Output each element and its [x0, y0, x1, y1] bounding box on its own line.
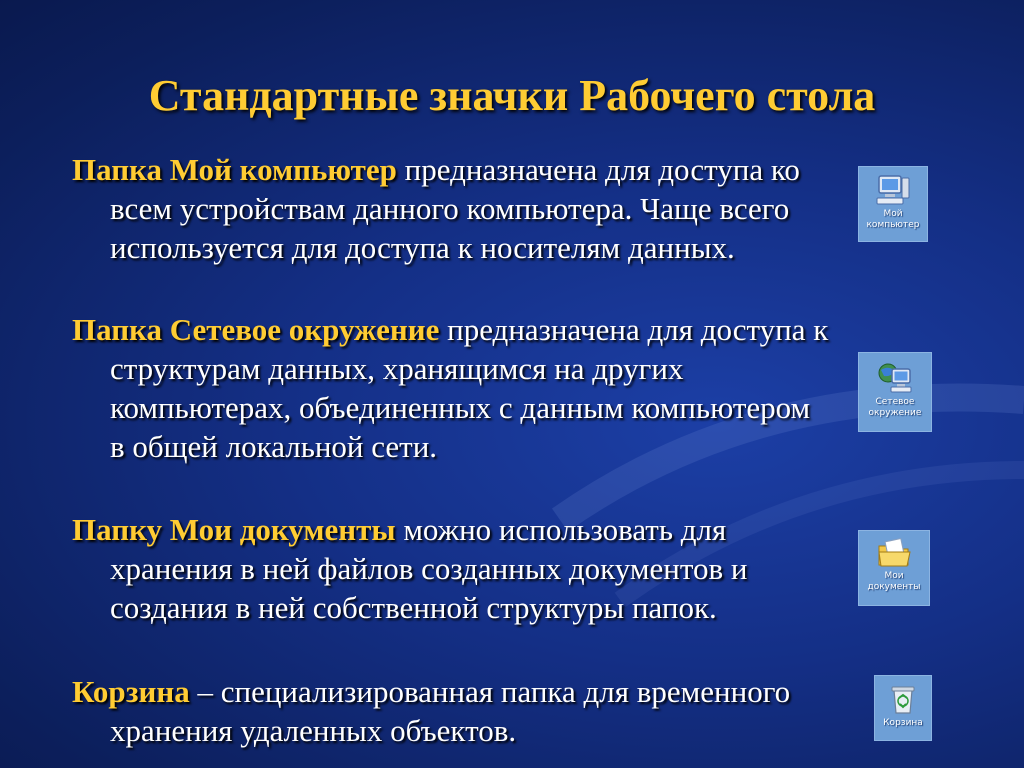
- slide-title: Стандартные значки Рабочего стола: [148, 71, 876, 120]
- recycle-bin-icon: [888, 682, 918, 716]
- network-places-icon: [876, 359, 914, 395]
- network-places-tile: [858, 352, 932, 432]
- paragraph-lead: Корзина: [72, 674, 190, 709]
- my-computer-icon: [875, 173, 911, 207]
- paragraph-text: можно использовать для хранения в ней файлов созданных документов и создания в ней собственной структуры папок.: [110, 512, 748, 625]
- paragraph-lead: Папка Мой компьютер: [72, 152, 397, 187]
- paragraph-lead: Папку Мои документы: [72, 512, 396, 547]
- icon-label: Мои: [884, 571, 904, 581]
- paragraph-recycle-bin: [72, 672, 832, 750]
- my-computer-tile: [858, 166, 928, 242]
- icon-label: документы: [867, 582, 921, 592]
- paragraph-text: – специализированная папка для временного хранения удаленных объектов.: [110, 674, 791, 748]
- paragraph-my-computer: [72, 150, 832, 267]
- icon-label: окружение: [868, 408, 922, 418]
- my-documents-icon: [876, 537, 912, 569]
- icon-label: компьютер: [866, 220, 920, 230]
- paragraph-my-documents: [72, 510, 832, 627]
- paragraph-text: предназначена для доступа ко всем устройствам данного компьютера. Чаще всего используется для доступа к носителям данных.: [110, 152, 800, 265]
- icon-label: Сетевое: [875, 397, 915, 407]
- paragraph-lead: Папка Сетевое окружение: [72, 312, 440, 347]
- recycle-bin-tile: [874, 675, 932, 741]
- icon-label: Мой: [883, 209, 903, 219]
- icon-label: Корзина: [883, 718, 923, 728]
- my-documents-tile: [858, 530, 930, 606]
- paragraph-network-places: [72, 310, 832, 466]
- paragraph-text: предназначена для доступа к структурам данных, хранящимся на других компьютерах, объединенных с данным компьютером в общей локальной сети.: [110, 312, 829, 464]
